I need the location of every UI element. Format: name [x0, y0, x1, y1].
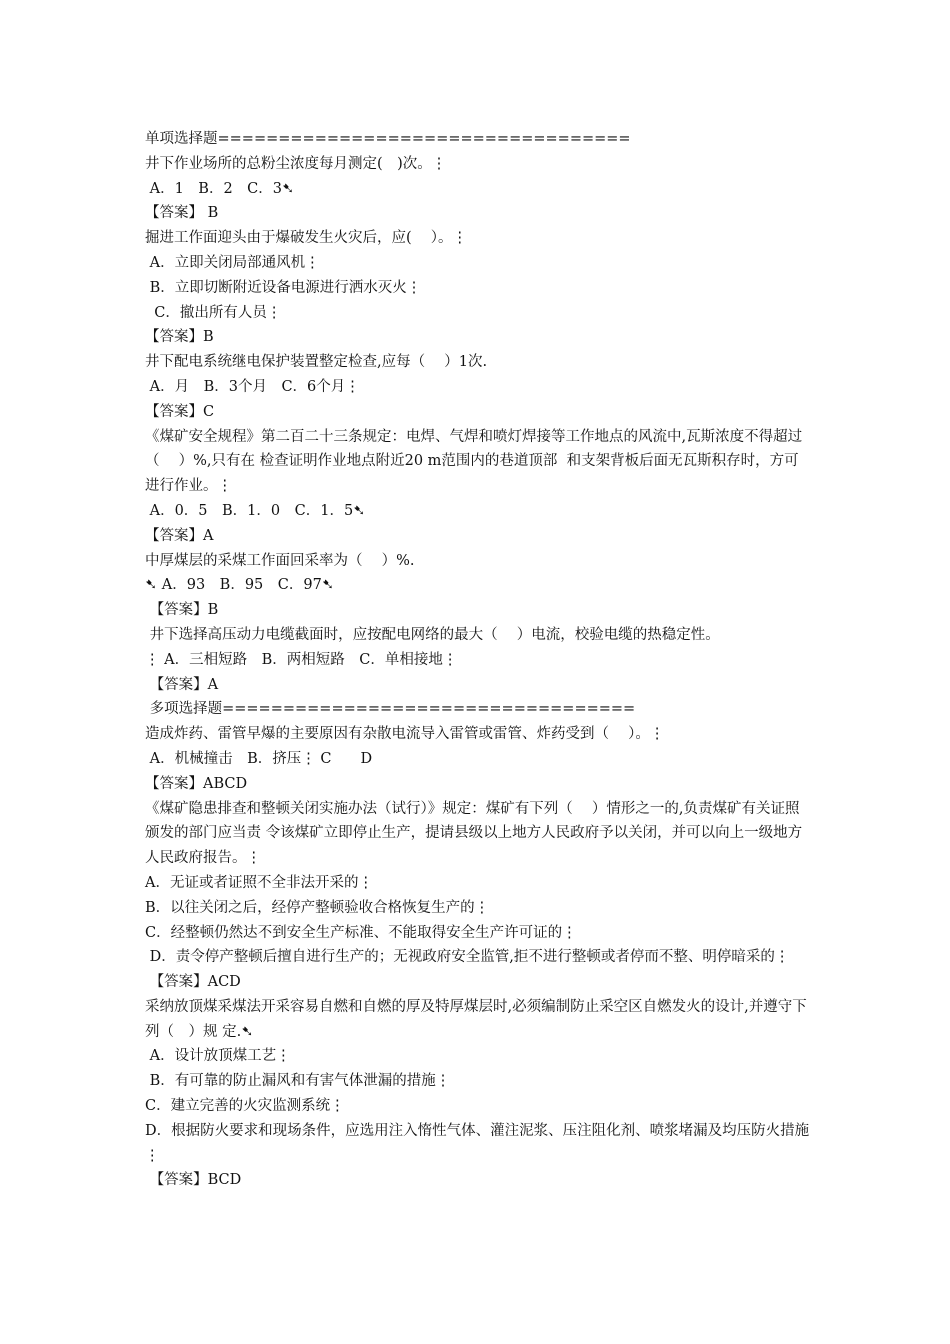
- question-option: B．立即切断附近设备电源进行洒水灭火⋮: [145, 279, 422, 296]
- question-options: A．0．5 B．1．0 C．1．5➷: [145, 502, 366, 519]
- question-option: C．经整顿仍然达不到安全生产标准、不能取得安全生产许可证的⋮: [145, 924, 577, 941]
- answer-line: 【答案】 B: [145, 205, 219, 222]
- question-options: A．1 B．2 C．3➷: [145, 180, 295, 197]
- answer-line: 【答案】B: [145, 329, 214, 346]
- question-option: C．撤出所有人员⋮: [145, 304, 282, 321]
- question-text: 《煤矿隐患排查和整顿关闭实施办法（试行）》规定：煤矿有下列（ ）情形之一的,负责煤矿有关证照颁发的部门应当责 令该煤矿立即停止生产，提请县级以上地方人民政府予以关闭，并可以向上一级地方人民政府报告。⋮: [145, 800, 803, 867]
- question-text: 掘进工作面迎头由于爆破发生火灾后，应( ）。⋮: [145, 230, 468, 247]
- question-text: 造成炸药、雷管早爆的主要原因有杂散电流导入雷管或雷管、炸药受到（ ）。⋮: [145, 726, 665, 743]
- answer-line: 【答案】BCD: [145, 1172, 242, 1189]
- question-option: C．建立完善的火灾监测系统⋮: [145, 1098, 345, 1115]
- document-body: [145, 127, 810, 1193]
- question-option: D．根据防火要求和现场条件，应选用注入惰性气体、灌注泥浆、压注阻化剂、喷浆堵漏及均压防火措施⋮: [145, 1122, 810, 1164]
- question-option: B．有可靠的防止漏风和有害气体泄漏的措施⋮: [145, 1073, 451, 1090]
- question-text: 《煤矿安全规程》第二百二十三条规定：电焊、气焊和喷灯焊接等工作地点的风流中,瓦斯浓度不得超过（ ）%,只有在 检查证明作业地点附近20 m范围内的巷道顶部 和支架背板后面无瓦斯积存时，方可进行作业。⋮: [145, 428, 803, 495]
- answer-line: 【答案】A: [145, 676, 219, 693]
- question-text: 井下选择高压动力电缆截面时，应按配电网络的最大（ ）电流，校验电缆的热稳定性。: [145, 626, 720, 643]
- question-text: 中厚煤层的采煤工作面回采率为（ ）%.: [145, 552, 415, 569]
- question-options: ⋮ A．三相短路 B．两相短路 C．单相接地⋮: [145, 651, 458, 668]
- question-text: 井下作业场所的总粉尘浓度每月测定( )次。⋮: [145, 155, 447, 172]
- question-option: A．设计放顶煤工艺⋮: [145, 1048, 291, 1065]
- answer-line: 【答案】ABCD: [145, 775, 248, 792]
- section-heading-multiple-choice: 多项选择题==================================: [145, 701, 636, 718]
- answer-line: 【答案】C: [145, 403, 215, 420]
- answer-line: 【答案】ACD: [145, 974, 241, 991]
- question-text: 采纳放顶煤采煤法开采容易自燃和自燃的厚及特厚煤层时,必须编制防止采空区自燃发火的设计,并遵守下列（ ）规 定.➷: [145, 998, 807, 1040]
- question-options: A．月 B．3个月 C．6个月⋮: [145, 378, 360, 395]
- answer-line: 【答案】B: [145, 602, 219, 619]
- question-option: A．立即关闭局部通风机⋮: [145, 254, 320, 271]
- question-text: 井下配电系统继电保护装置整定检查,应每（ ）1次.: [145, 354, 488, 371]
- question-options: ➷ A．93 B．95 C．97➷: [145, 577, 334, 594]
- answer-line: 【答案】A: [145, 527, 214, 544]
- question-options: A．机械撞击 B．挤压⋮ C D: [145, 750, 373, 767]
- question-option: A．无证或者证照不全非法开采的⋮: [145, 874, 373, 891]
- question-option: D．责令停产整顿后擅自进行生产的；无视政府安全监管,拒不进行整顿或者停而不整、明停暗采的⋮: [145, 949, 790, 966]
- question-option: B．以往关闭之后，经停产整顿验收合格恢复生产的⋮: [145, 899, 490, 916]
- section-heading-single-choice: 单项选择题==================================: [145, 131, 631, 147]
